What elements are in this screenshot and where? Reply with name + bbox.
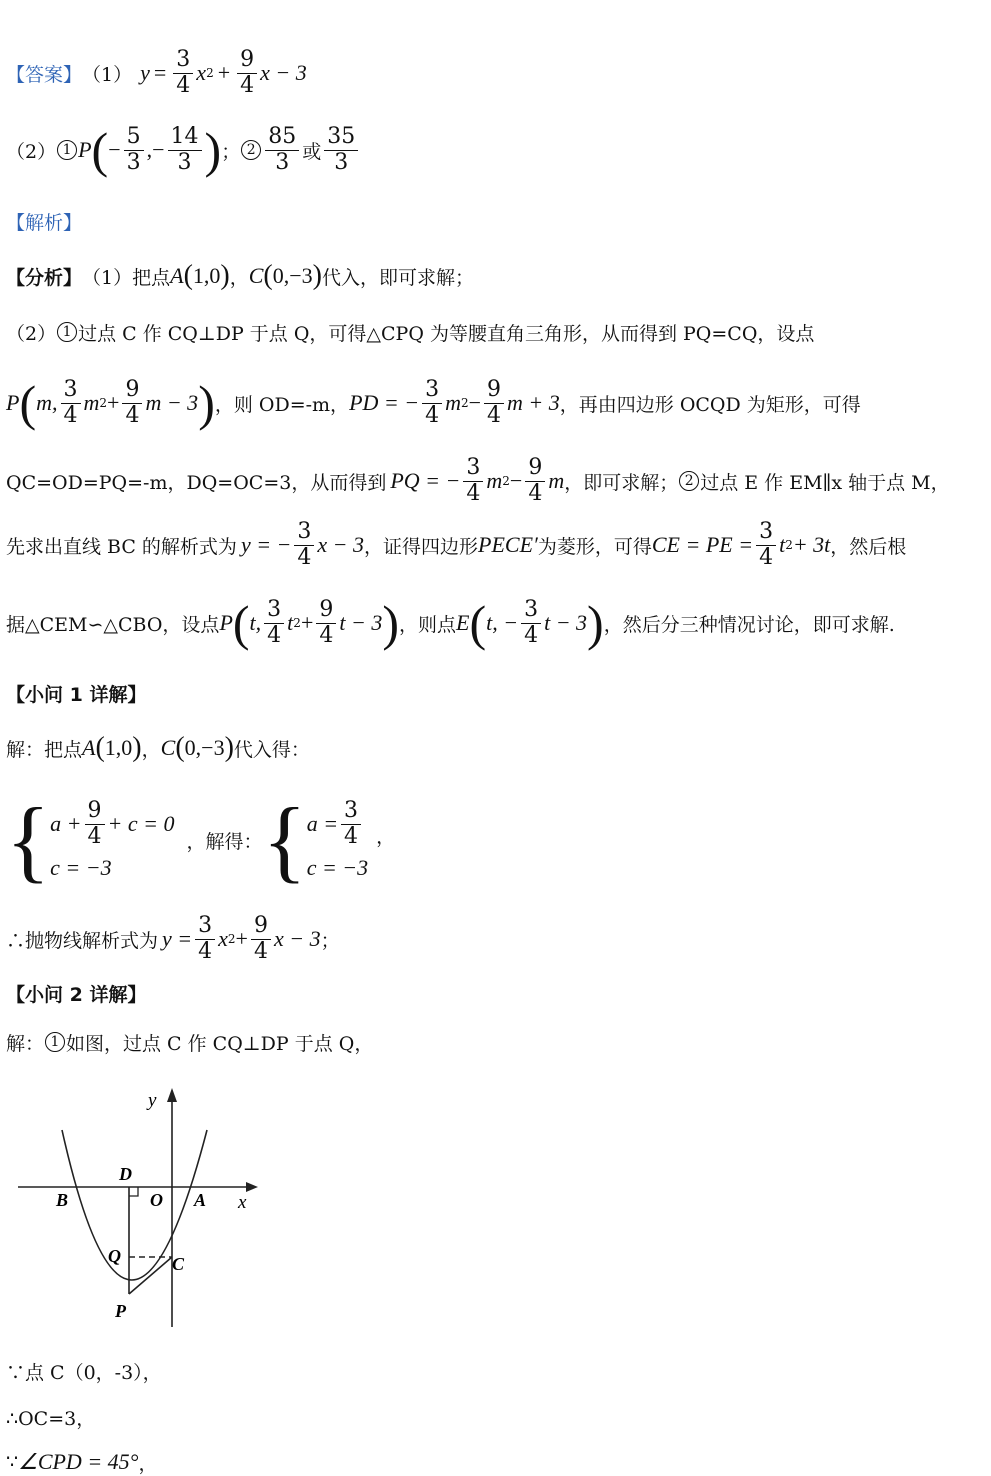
fraction: $\frac{9}{4}$ (316, 598, 336, 647)
fraction: $\frac{3}{4}$ (264, 598, 284, 647)
solution1-line: 解：把点 A ( 1,0 ) ， C ( 0,−3 ) 代入得： (6, 732, 310, 763)
text: ，则 OD=-m， (214, 393, 350, 416)
fenxi-tag: 【分析】 (6, 266, 83, 289)
solution2-line (6, 1028, 373, 1056)
right-angle-mark (129, 1187, 138, 1196)
text: 代入得： (233, 738, 310, 761)
q2-tag: 【小问 2 详解】 (6, 984, 147, 1006)
var-y: y (140, 60, 150, 85)
fraction: $\frac{3}{4}$ (173, 48, 193, 97)
quad-name: PECE′ (478, 532, 538, 557)
var-x: x (196, 60, 207, 85)
coord: 0,−3 (272, 263, 313, 288)
answer-part2-label: （2） (6, 140, 57, 163)
answer-tag: 【答案】 (6, 63, 83, 86)
fraction: $\frac{3}{4}$ (463, 456, 483, 505)
fraction: $\frac{3}{4}$ (294, 520, 314, 569)
text: ，然后根 (830, 535, 907, 558)
point-label: P (78, 137, 92, 162)
text: 据△CEM∽△CBO，设点 (6, 613, 220, 636)
circled-number: 2 (241, 140, 261, 160)
label-d: D (119, 1164, 132, 1184)
fraction: $\frac{5}{3}$ (124, 125, 144, 174)
left-brace: { (262, 789, 307, 891)
text: 过点 E 作 EM∥x 轴于点 M， (700, 471, 950, 494)
label-b: B (56, 1190, 69, 1210)
label-p: P (115, 1301, 126, 1321)
text: 如图，过点 C 作 CQ⊥DP 于点 Q， (66, 1032, 374, 1055)
analysis-line-5: 先求出直线 BC 的解析式为 y = − $\frac{3}{4}$ x − 3 ，证得四边形 PECE′ 为菱形，可得 CE = PE = $\frac{3}{4}$ t 2 + 3t ，然后根 (6, 519, 907, 570)
left-paren: ( (91, 122, 109, 178)
system-right: a = $\frac{3}{4}$ c = −3 (306, 798, 369, 880)
text: ，再由四边形 OCQD 为矩形，可得 (559, 393, 861, 416)
fraction: $\frac{9}{4}$ (251, 914, 271, 963)
circled-number: 1 (57, 140, 77, 160)
text: 先求出直线 BC 的解析式为 (6, 535, 237, 558)
text: ，解得： (186, 830, 263, 853)
parabola-figure (14, 1082, 264, 1332)
label-q: Q (108, 1246, 121, 1266)
answer-part1-label: （1） (82, 63, 133, 86)
fact-1 (6, 1358, 162, 1384)
text: （2） (6, 322, 57, 345)
text: 解：把点 (6, 738, 83, 761)
x-axis-arrow (246, 1182, 258, 1192)
text: ∵ (6, 1451, 19, 1473)
fraction: $\frac{3}{4}$ (61, 378, 81, 427)
q2-heading (6, 980, 146, 1007)
answer-line-1: 【答案】 （1） y = $\frac{3}{4}$ x 2 + $\frac{9}{4}$ x − 3 (6, 47, 307, 98)
point-label: P (219, 610, 233, 635)
left-brace: { (6, 789, 51, 891)
equation-system: { a + $\frac{9}{4}$ + c = 0 c = −3 ，解得： { a = $\frac{3}{4}$ c = −3 ， (6, 789, 396, 891)
circled-number: 1 (57, 322, 77, 342)
coord: 1,0 (192, 263, 221, 288)
text: 过点 C 作 CQ⊥DP 于点 Q，可得△CPQ 为等腰直角三角形，从而得到 PQ=CQ，设点 (78, 322, 815, 345)
fraction: $\frac{3}{4}$ (422, 378, 442, 427)
point-label: E (456, 610, 470, 635)
text: ，证得四边形 (364, 535, 479, 558)
fraction: $\frac{14}{3}$ (168, 125, 202, 174)
fraction: $\frac{9}{4}$ (237, 48, 257, 97)
label-c: C (172, 1254, 185, 1274)
fenxi-line: 【分析】 （1）把点 A ( 1,0 ) ， C ( 0,−3 ) 代入，即可求解； (6, 260, 475, 291)
text: QC=OD=PQ=-m，DQ=OC=3，从而得到 (6, 471, 387, 494)
expr-tail: x − 3 (260, 60, 307, 85)
point-label: A (170, 263, 184, 288)
text: ∴OC=3， (6, 1407, 96, 1430)
right-paren: ) (204, 122, 222, 178)
parabola-line: ∴抛物线解析式为 y = $\frac{3}{4}$ x 2 + $\frac{9}{4}$ x − 3 ； (6, 913, 340, 964)
analysis-tag: 【解析】 (6, 212, 83, 234)
text: ，即可求解； (564, 471, 679, 494)
fact-2 (6, 1404, 95, 1430)
segment-pc (129, 1257, 172, 1294)
fraction: $\frac{85}{3}$ (265, 125, 299, 174)
text: ，然后分三种情况讨论，即可求解. (603, 613, 895, 636)
analysis-line-6: 据△CEM∽△CBO，设点 P ( t, $\frac{3}{4}$ t 2 + $\frac{9}{4}$ t − 3 ) ，则点 E ( t, − $\frac{3}{4}$ t − 3 ) ，然后分三种情况讨论，即可求解. (6, 595, 895, 651)
equals: = (153, 60, 167, 85)
fraction: $\frac{3}{4}$ (521, 598, 541, 647)
or-text: 或 (302, 140, 322, 163)
analysis-line-3: P ( m, $\frac{3}{4}$ m 2 + $\frac{9}{4}$ m − 3 ) ，则 OD=-m， PD = − $\frac{3}{4}$ m 2 − $\frac{9}{4}$ m + 3 ，再由四边形 OCQD 为矩形，可得 (6, 375, 861, 431)
q1-tag: 【小问 1 详解】 (6, 684, 147, 706)
text: 代入，即可求解； (322, 266, 475, 289)
point-label: C (248, 263, 264, 288)
fraction: $\frac{3}{4}$ (195, 914, 215, 963)
fraction: $\frac{9}{4}$ (525, 456, 545, 505)
text: ，则点 (398, 613, 456, 636)
text: ∵点 C（0，-3）， (6, 1361, 162, 1384)
label-y: y (148, 1090, 157, 1111)
label-x: x (238, 1192, 247, 1213)
answer-line-2: （2） 1 P ( − $\frac{5}{3}$ ,− $\frac{14}{3}$ ) ； 2 $\frac{85}{3}$ 或 $\frac{35}{3}$ (6, 120, 361, 180)
fact-3: ∵ ∠CPD = 45° ， (6, 1449, 158, 1475)
circled-number: 2 (679, 471, 699, 491)
point-label: P (6, 390, 20, 415)
label-a: A (194, 1190, 207, 1210)
fraction: $\frac{9}{4}$ (484, 378, 504, 427)
analysis-line-4: QC=OD=PQ=-m，DQ=OC=3，从而得到 PQ = − $\frac{3}{4}$ m 2 − $\frac{9}{4}$ m ，即可求解； 2 过点 E 作 EM∥x 轴于点 M， (6, 455, 950, 506)
angle-expr: ∠CPD = 45° (18, 1449, 139, 1474)
text: （1）把点 (82, 266, 171, 289)
semicolon: ； (221, 140, 241, 163)
label-o: O (150, 1190, 163, 1210)
text: 为菱形，可得 (537, 535, 652, 558)
fraction: $\frac{9}{4}$ (122, 378, 142, 427)
fraction: $\frac{3}{4}$ (756, 520, 776, 569)
fraction: $\frac{35}{3}$ (324, 125, 358, 174)
y-axis-arrow (167, 1088, 177, 1102)
text: ∴抛物线解析式为 (6, 929, 159, 952)
q1-heading (6, 680, 146, 707)
analysis-line-2 (6, 318, 814, 346)
text: 解： (6, 1032, 45, 1055)
analysis-heading (6, 208, 82, 235)
circled-number: 1 (45, 1032, 65, 1052)
system-left: a + $\frac{9}{4}$ + c = 0 c = −3 (50, 798, 175, 880)
